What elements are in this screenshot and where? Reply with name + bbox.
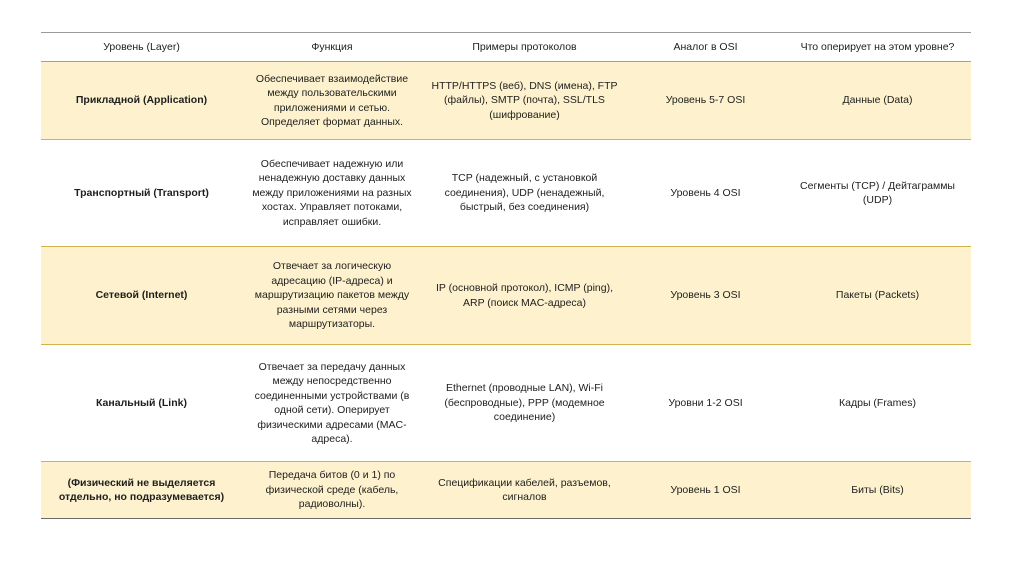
cell-layer: Транспортный (Transport) xyxy=(41,140,242,247)
protocol-layers-table xyxy=(41,32,971,519)
table-row-link xyxy=(41,345,971,462)
cell-function: Обеспечивает надежную или ненадежную доставку данных между приложениями на разных хостах. Управляет потоками, исправляет ошибки. xyxy=(242,140,422,247)
table-row-internet xyxy=(41,247,971,345)
cell-layer: Сетевой (Internet) xyxy=(41,247,242,345)
table-row-application xyxy=(41,62,971,140)
header-osi-analog: Аналог в OSI xyxy=(627,33,784,62)
cell-layer: Прикладной (Application) xyxy=(41,62,242,140)
header-layer: Уровень (Layer) xyxy=(41,33,242,62)
cell-protocols: IP (основной протокол), ICMP (ping), ARP (поиск MAC-адреса) xyxy=(422,247,627,345)
cell-operates: Сегменты (TCP) / Дейтаграммы (UDP) xyxy=(784,140,971,247)
cell-function: Обеспечивает взаимодействие между пользовательскими приложениями и сетью. Определяет формат данных. xyxy=(242,62,422,140)
cell-operates: Данные (Data) xyxy=(784,62,971,140)
table-row-physical xyxy=(41,462,971,519)
header-operates: Что оперирует на этом уровне? xyxy=(784,33,971,62)
cell-osi: Уровни 1-2 OSI xyxy=(627,345,784,462)
cell-protocols: TCP (надежный, с установкой соединения), UDP (ненадежный, быстрый, без соединения) xyxy=(422,140,627,247)
cell-function: Отвечает за логическую адресацию (IP-адреса) и маршрутизацию пакетов между разными сетями через маршрутизаторы. xyxy=(242,247,422,345)
cell-osi: Уровень 3 OSI xyxy=(627,247,784,345)
protocol-layers-table-container xyxy=(41,32,971,519)
header-protocols: Примеры протоколов xyxy=(422,33,627,62)
table-header-row xyxy=(41,33,971,62)
cell-function: Передача битов (0 и 1) по физической среде (кабель, радиоволны). xyxy=(242,462,422,519)
cell-layer: Канальный (Link) xyxy=(41,345,242,462)
header-function: Функция xyxy=(242,33,422,62)
table-row-transport xyxy=(41,140,971,247)
cell-osi: Уровень 4 OSI xyxy=(627,140,784,247)
cell-osi: Уровень 1 OSI xyxy=(627,462,784,519)
cell-layer: (Физический не выделяется отдельно, но подразумевается) xyxy=(41,462,242,519)
cell-protocols: Ethernet (проводные LAN), Wi-Fi (беспроводные), PPP (модемное соединение) xyxy=(422,345,627,462)
cell-protocols: HTTP/HTTPS (веб), DNS (имена), FTP (файлы), SMTP (почта), SSL/TLS (шифрование) xyxy=(422,62,627,140)
cell-operates: Пакеты (Packets) xyxy=(784,247,971,345)
cell-protocols: Спецификации кабелей, разъемов, сигналов xyxy=(422,462,627,519)
cell-operates: Биты (Bits) xyxy=(784,462,971,519)
cell-osi: Уровень 5-7 OSI xyxy=(627,62,784,140)
cell-function: Отвечает за передачу данных между непосредственно соединенными устройствами (в одной сети). Оперирует физическими адресами (MAC-адреса). xyxy=(242,345,422,462)
cell-operates: Кадры (Frames) xyxy=(784,345,971,462)
